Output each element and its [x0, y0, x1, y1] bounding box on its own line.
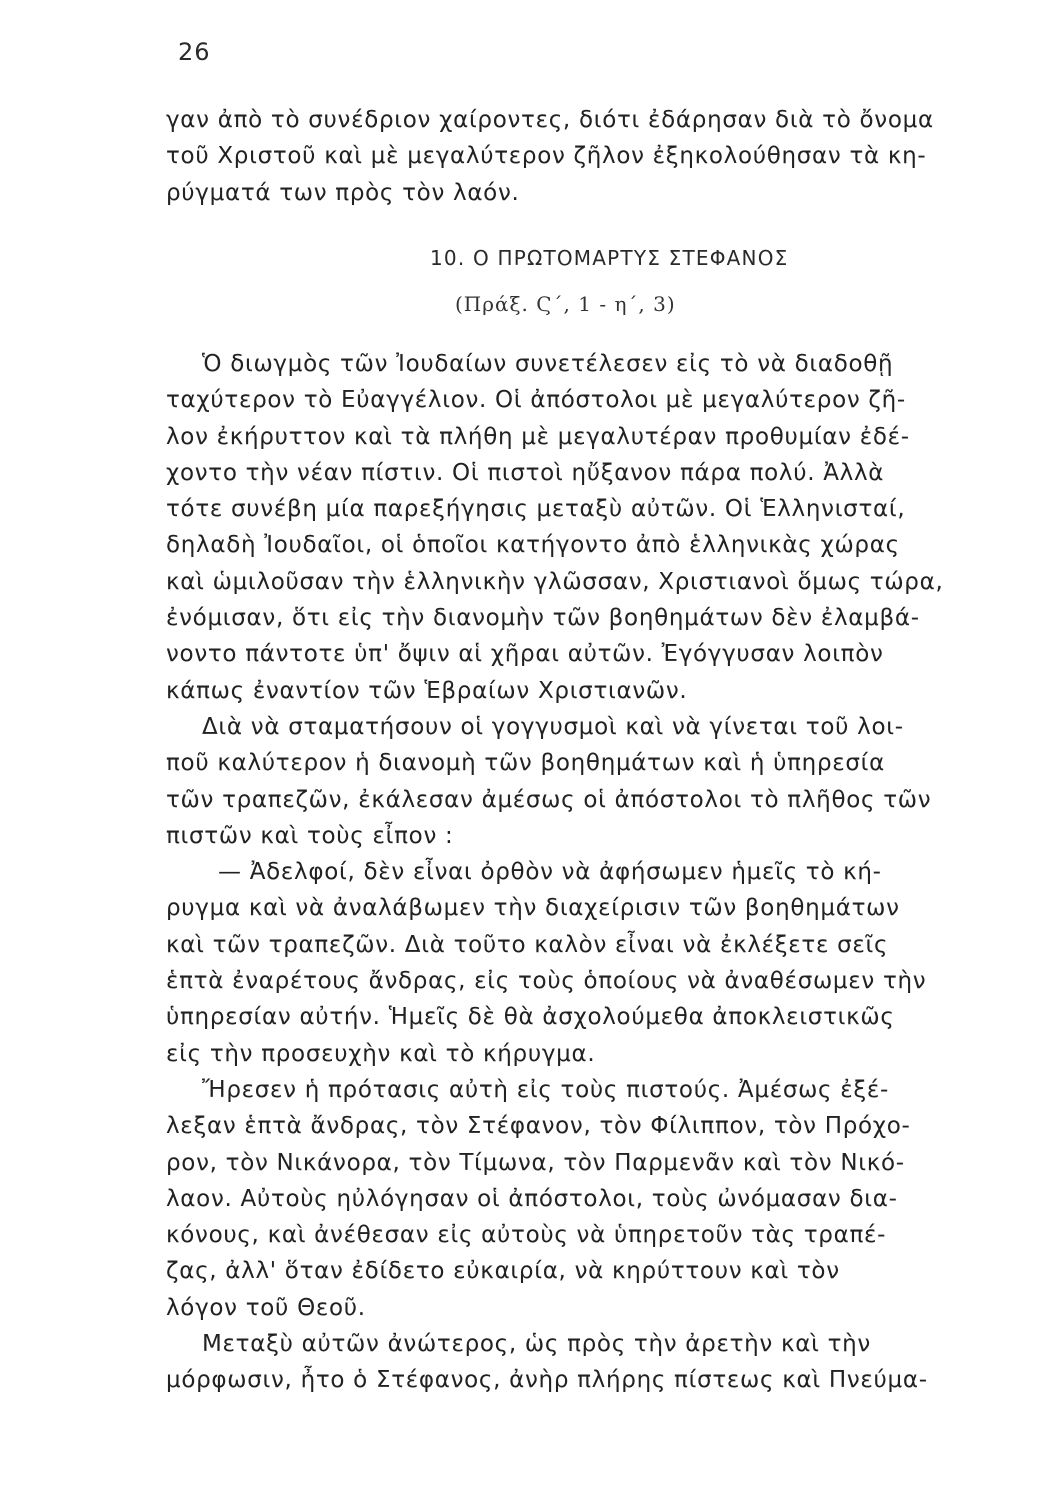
text-line: λαον. Αὐτοὺς ηὐλόγησαν οἱ ἀπόστολοι, τοὺς ὠνόμασαν δια- — [166, 1185, 898, 1212]
text-line: κάπως ἐναντίον τῶν Ἑβραίων Χριστιανῶν. — [166, 677, 688, 704]
text-line: ποῦ καλύτερον ἡ διανομὴ τῶν βοηθημάτων καὶ ἡ ὑπηρεσία — [166, 750, 886, 777]
text-line: τοῦ Χριστοῦ καὶ μὲ μεγαλύτερον ζῆλον ἐξηκολούθησαν τὰ κη- — [166, 143, 927, 170]
paragraph-first-line: Ὁ διωγμὸς τῶν Ἰουδαίων συνετέλεσεν εἰς τὸ νὰ διαδοθῇ — [202, 351, 894, 377]
text-line: ρον, τὸν Νικάνορα, τὸν Τίμωνα, τὸν Παρμενᾶν καὶ τὸν Νικό- — [166, 1149, 905, 1176]
chapter-body — [166, 346, 1012, 1399]
dialogue-line: — Ἀδελφοί, δὲν εἶναι ὀρθὸν νὰ ἀφήσωμεν ἡμεῖς τὸ κή- — [218, 859, 882, 886]
text-line: λόγον τοῦ Θεοῦ. — [166, 1294, 366, 1321]
text-line: κόνους, καὶ ἀνέθεσαν εἰς αὐτοὺς νὰ ὑπηρετοῦν τὰς τραπέ- — [166, 1222, 887, 1249]
text-line: εἰς τὴν προσευχὴν καὶ τὸ κήρυγμα. — [166, 1040, 596, 1067]
scripture-reference: (Πράξ. Ϛ΄, 1 - η΄, 3) — [455, 292, 676, 316]
text-line: λον ἐκήρυττον καὶ τὰ πλήθη μὲ μεγαλυτέραν προθυμίαν ἐδέ- — [166, 423, 910, 450]
text-line: καὶ τῶν τραπεζῶν. Διὰ τοῦτο καλὸν εἶναι νὰ ἐκλέξετε σεῖς — [166, 931, 889, 958]
paragraph-first-line: Ἤρεσεν ἡ πρότασις αὐτὴ εἰς τοὺς πιστούς. Ἀμέσως ἐξέ- — [202, 1076, 890, 1103]
text-line: πιστῶν καὶ τοὺς εἶπον : — [166, 822, 454, 849]
text-line: γαν ἀπὸ τὸ συνέδριον χαίροντες, διότι ἐδάρησαν διὰ τὸ ὄνομα — [166, 107, 934, 133]
page-number: 26 — [178, 38, 211, 66]
text-line: ρύγματά των πρὸς τὸν λαόν. — [166, 179, 520, 206]
text-line: τῶν τραπεζῶν, ἐκάλεσαν ἀμέσως οἱ ἀπόστολοι τὸ πλῆθος τῶν — [166, 786, 932, 813]
paragraph-first-line: Μεταξὺ αὐτῶν ἀνώτερος, ὡς πρὸς τὴν ἀρετὴν καὶ τὴν — [202, 1331, 871, 1358]
text-line: ρυγμα καὶ νὰ ἀναλάβωμεν τὴν διαχείρισιν τῶν βοηθημάτων — [166, 895, 900, 922]
text-line: καὶ ὡμιλοῦσαν τὴν ἑλληνικὴν γλῶσσαν, Χριστιανοὶ ὅμως τώρα, — [166, 568, 944, 595]
opening-paragraph — [166, 102, 1012, 211]
text-line: ζας, ἀλλ' ὅταν ἐδίδετο εὐκαιρία, νὰ κηρύττουν καὶ τὸν — [166, 1258, 840, 1285]
text-line: δηλαδὴ Ἰουδαῖοι, οἱ ὁποῖοι κατήγοντο ἀπὸ ἑλληνικὰς χώρας — [166, 532, 900, 559]
text-line: τότε συνέβη μία παρεξήγησις μεταξὺ αὐτῶν. Οἱ Ἑλληνισταί, — [166, 496, 906, 523]
paragraph-first-line: Διὰ νὰ σταματήσουν οἱ γογγυσμοὶ καὶ νὰ γίνεται τοῦ λοι- — [202, 713, 904, 740]
chapter-heading: 10. Ο ΠΡΩΤΟΜΑΡΤΥΣ ΣΤΕΦΑΝΟΣ — [430, 246, 789, 270]
text-line: χοντο τὴν νέαν πίστιν. Οἱ πιστοὶ ηὔξανον πάρα πολύ. Ἀλλὰ — [166, 459, 885, 486]
text-line: μόρφωσιν, ἦτο ὁ Στέφανος, ἀνὴρ πλήρης πίστεως καὶ Πνεύμα- — [166, 1367, 928, 1394]
text-line: ἐνόμισαν, ὅτι εἰς τὴν διανομὴν τῶν βοηθημάτων δὲν ἐλαμβά- — [166, 605, 920, 632]
text-line: ἑπτὰ ἐναρέτους ἄνδρας, εἰς τοὺς ὁποίους νὰ ἀναθέσωμεν τὴν — [166, 968, 927, 995]
text-line: ταχύτερον τὸ Εὐαγγέλιον. Οἱ ἀπόστολοι μὲ μεγαλύτερον ζῆ- — [166, 387, 906, 414]
text-line: νοντο πάντοτε ὑπ' ὄψιν αἱ χῆραι αὐτῶν. Ἐγόγγυσαν λοιπὸν — [166, 641, 884, 668]
text-line: λεξαν ἑπτὰ ἄνδρας, τὸν Στέφανον, τὸν Φίλιππον, τὸν Πρόχο- — [166, 1113, 911, 1140]
text-line: ὑπηρεσίαν αὐτήν. Ἡμεῖς δὲ θὰ ἀσχολούμεθα ἀποκλειστικῶς — [166, 1004, 895, 1031]
